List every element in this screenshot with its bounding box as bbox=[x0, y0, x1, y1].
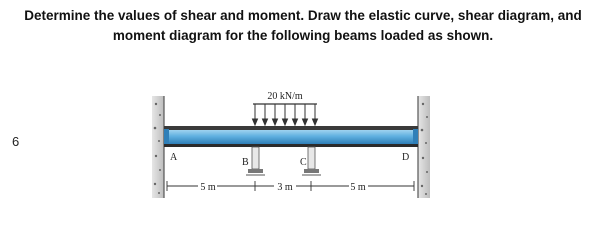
distributed-load bbox=[253, 104, 318, 125]
point-label-d: D bbox=[402, 152, 410, 163]
span-label-cd: 5 m bbox=[350, 182, 366, 193]
beam bbox=[164, 126, 418, 147]
point-label-a: A bbox=[170, 152, 178, 163]
span-label-bc: 3 m bbox=[277, 182, 293, 193]
support-b bbox=[246, 147, 265, 175]
span-label-ab: 5 m bbox=[200, 182, 216, 193]
left-fixed-support bbox=[152, 96, 164, 198]
problem-statement-line-1: Determine the values of shear and moment. Draw the elastic curve, shear diagram, and bbox=[24, 8, 582, 23]
point-label-c: C bbox=[300, 157, 307, 168]
problem-number: 6 bbox=[12, 134, 20, 149]
problem-statement-line-2: moment diagram for the following beams loaded as shown. bbox=[112, 28, 494, 43]
point-label-b: B bbox=[242, 157, 249, 168]
load-label: 20 kN/m bbox=[267, 91, 303, 102]
right-fixed-support bbox=[418, 96, 430, 198]
